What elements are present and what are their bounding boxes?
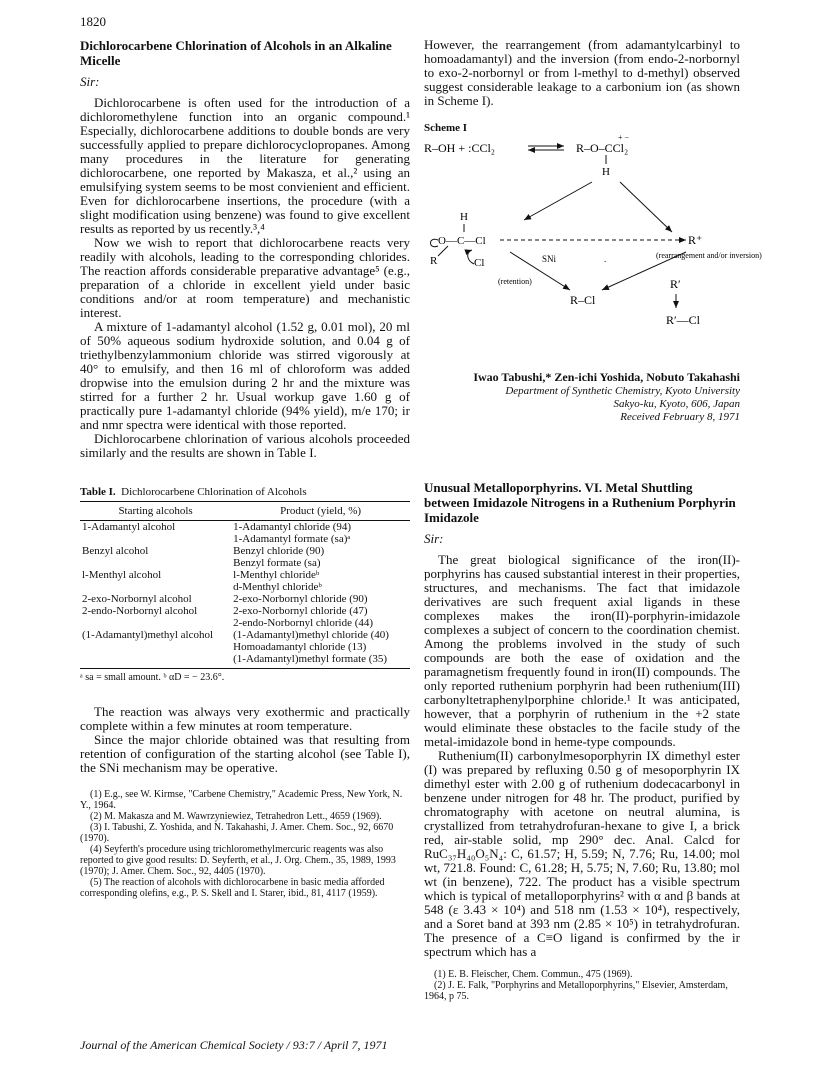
table-cell-alcohol [80,653,231,669]
table-row [80,653,410,669]
table-row [80,533,410,545]
reference: (1) E. B. Fleischer, Chem. Commun., 475 (1969). [434,969,633,980]
table-row [80,593,410,605]
scheme-rprime: R′ [670,277,681,291]
scheme-charges: + − [618,133,630,142]
table-cell-alcohol [80,557,231,569]
table-header: Product (yield, %) [231,502,410,521]
scheme-rearr: (rearrangement and/or inversion) [656,251,762,260]
table-cell-alcohol: 1-Adamantyl alcohol [82,521,176,533]
article1-paragraph: A mixture of 1-adamantyl alcohol (1.52 g, 0.01 mol), 20 ml of 50% aqueous sodium hydroxide solution, and 0.04 g of triethylbenzylammonium chloride was stirred vigorously at 40° to emulsify, and then 16 ml of chloroform was added dropwise into the emulsion during 2 hr and the mixture was stirred for a further 2 hr. Usual workup gave 1.60 g of practically pure 1-adamantyl chloride (94% yield), m/e 170; ir and nmr spectra were identical with those reported. [80,319,410,432]
scheme-retention: (retention) [498,277,532,286]
scheme-sni: SNi [542,254,557,264]
article2-paragraph: Ruthenium(II) carbonylmesoporphyrin IX dimethyl ester (I) was prepared by refluxing 0.50 g of mesoporphyrin IX dimethyl ester with 2.00 g of ruthenium dodecacarbonyl in benzene under nitrogen for 48 hr. The product, purified by chromatography with acetone on neutral alumina, is crystallized from tetrahydrofuran-hexane to give I, a brick red, air-stable solid, mp 290° dec. Anal. Calcd for RuC₃₇H₄₀O₅N₄: C, 61.57; H, 5.59; N, 7.76; Ru, 14.00; mol wt, 721.8. Found: C, 61.28; H, 5.75; N, 7.60; Ru, 13.80; mol wt (in benzene), 722. The product has a visible spectrum which is typical of metalloporphyrins² with α and β bands at 548 (ε 3.43 × 10⁴) and 518 nm (1.53 × 10⁴), respectively, and a Soret band at 393 nm (2.85 × 10⁵) in tetrahydrofuran. The presence of a C≡O ligand is confirmed by the ir spectrum which has a [424,748,740,959]
page-number: 1820 [80,14,106,29]
table-cell-alcohol: 2-endo-Norbornyl alcohol [82,605,198,617]
right-column [424,37,762,1002]
article2-paragraph: The great biological significance of the iron(II)-porphyrins has caused substantial interest in their properties, structures, and mechanisms. The fact that imidazole derivatives are such frequent axial ligands in these complexes makes the iron(II)-porphyrin-imidazole complexes a subject of concern to the coordination chemist. Among the problems involved in the study of such compounds are both the ease of oxidation and the paramagnetism frequently found in iron(II) compounds. The only reported ruthenium porphyrin had been ruthenium(III) carbonyltetraphenylporphine chloride.¹ It was anticipated, however, that a porphyrin of ruthenium in the +2 state would eliminate these obstacles to the facile study of the metal-imidazole bond in heme-type compounds. [424,552,740,749]
left-column [80,38,410,899]
table-row [80,521,410,534]
scheme-cl-label: Cl [474,257,485,269]
table-cell-product: (1-Adamantyl)methyl chloride (40) [233,629,389,641]
article1-salutation: Sir: [80,74,100,89]
scheme-intro: However, the rearrangement (from adamantylcarbinyl to homoadamantyl) and the inversion (from endo-2-norbornyl to exo-2-norbornyl or from l-methyl to d-methyl) observed suggest considerable leakage to a carbonium ion (as shown in Scheme I). [424,37,740,108]
arrow-to-ts [524,182,592,220]
table-cell-alcohol: (1-Adamantyl)methyl alcohol [82,629,214,641]
table-cell-product: (1-Adamantyl)methyl formate (35) [231,653,410,669]
article2-salutation: Sir: [424,531,444,546]
table-row [80,545,410,557]
reference: (2) M. Makasza and M. Wawrzyniewiez, Tetrahedron Lett., 4659 (1969). [90,811,382,822]
table-cell-alcohol: l-Menthyl alcohol [82,569,162,581]
table-header: Starting alcohols [80,502,231,521]
table-cell-product: 2-exo-Norbornyl chloride (90) [233,593,368,605]
table-cell-product: 1-Adamantyl chloride (94) [233,521,352,533]
table-caption-label: Table I. [80,486,116,498]
table-1 [80,486,410,683]
table-cell-alcohol: 2-exo-Norbornyl alcohol [82,593,192,605]
table-cell-product: Benzyl formate (sa) [233,557,321,569]
article1-paragraph-after: The reaction was always very exothermic and practically complete within a few minutes at room temperature. [80,704,410,733]
table-caption-text: Dichlorocarbene Chlorination of Alcohols [121,486,307,498]
scheme-1 [424,122,762,360]
table-row [80,629,410,641]
table-cell-alcohol [80,641,231,653]
table-row [80,617,410,629]
scheme-title: Scheme I [424,122,468,134]
article1-affiliation: Sakyo-ku, Kyoto, 606, Japan [613,398,740,410]
article1-references [80,789,410,899]
table-cell-product: d-Menthyl chlorideᵇ [233,581,322,593]
reference: (3) I. Tabushi, Z. Yoshida, and N. Takahashi, J. Amer. Chem. Soc., 92, 6670 (1970). [80,822,394,844]
table-cell-product: 2-endo-Norbornyl chloride (44) [233,617,374,629]
table-cell-alcohol: Benzyl alcohol [82,545,149,557]
table-cell-product: l-Menthyl chlorideᵇ [233,569,320,581]
article1-title: Dichlorocarbene Chlorination of Alcohols in an Alkaline Micelle [80,38,392,68]
article1-paragraph: Dichlorocarbene is often used for the introduction of a dichloromethylene function into an organic compound.¹ Especially, dichlorocarbene additions to double bonds are very successfully applied to prepare dichlorocyclopropanes. Among many procedures in the literature for generating dichlorocarbene, one reported by Makasza, et al.,² using an emulsifying system seems to be most convienient and efficient. Even for dichlorocarbene insertions, the procedure (with a slight modification using benzene) was found to give excellent results as reported by us recently.³,⁴ [80,95,410,236]
scheme-eq-left: R–OH + :CCl₂ [424,141,495,155]
scheme-svg [424,133,762,360]
data-table [80,501,410,669]
article1-affiliation: Department of Synthetic Chemistry, Kyoto University [505,385,740,397]
dot: . [604,254,607,264]
table-cell-alcohol [80,533,231,545]
article2 [424,480,740,1002]
article2-title: Unusual Metalloporphyrins. VI. Metal Shuttling between Imidazole Nitrogens in a Ruthenium Porphyrin Imidazole [424,480,736,525]
scheme-rcl: R–Cl [570,293,596,307]
reference: (2) J. E. Falk, "Porphyrins and Metalloporphyrins," Elsevier, Amsterdam, 1964, p 75. [424,980,728,1002]
reference: (5) The reaction of alcohols with dichlorocarbene in basic media afforded corresponding olefins, e.g., P. S. Skell and I. Starer, ibid., 81, 4117 (1959). [80,877,385,899]
article1-received: Received February 8, 1971 [620,411,740,423]
table-cell-product: 1-Adamantyl formate (sa)ᵃ [233,533,351,545]
journal-footer: Journal of the American Chemical Society / 93:7 / April 7, 1971 [80,1038,388,1052]
table-cell-alcohol [80,581,231,593]
scheme-rprimecl: R′—Cl [666,313,700,327]
arrow-to-cation [620,182,672,232]
table-row [80,641,410,653]
scheme-h-below: H [602,166,610,178]
table-cell-product: Homoadamantyl chloride (13) [233,641,367,653]
table-row [80,581,410,593]
scheme-eq-right: R–O–CCl₂ [576,141,629,155]
article2-references [424,969,740,1002]
article1-paragraph-after: Since the major chloride obtained was that resulting from retention of configuration of the starting alcohol (see Table I), the SNi mechanism may be operative. [80,732,410,775]
article1-paragraph: Dichlorocarbene chlorination of various alcohols proceeded similarly and the results are shown in Table I. [80,431,410,460]
scheme-center-group: O—C—Cl [438,235,486,247]
scheme-diagram [424,133,762,360]
bond-line [438,246,448,256]
article1-paragraph: Now we wish to report that dichlorocarbene reacts very readily with alcohols, leading to the corresponding chlorides. The reaction affords considerable preparative advantage⁵ (e.g., preparation of a chloride in excellent yield under basic conditions and/or at room temperature) and mechanistic interest. [80,235,410,320]
table-footnote: ᵃ sa = small amount. ᵇ αD = − 23.6°. [80,672,225,683]
table-cell-product: 2-exo-Norbornyl chloride (47) [233,605,368,617]
table-cell-alcohol [80,617,231,629]
table-row [80,569,410,581]
reference: (4) Seyferth's procedure using trichloromethylmercuric reagents was also reported to give good results: D. Seyferth, et al., J. Org. Chem., 35, 1989, 1993 (1970); J. Amer. Chem. Soc., 92, 4405 (1970). [80,844,396,877]
reference: (1) E.g., see W. Kirmse, "Carbene Chemistry," Academic Press, New York, N. Y., 1964. [80,789,403,811]
table-row [80,557,410,569]
scheme-h-top: H [460,211,468,223]
table-cell-product: Benzyl chloride (90) [233,545,325,557]
scheme-r-label: R [430,255,438,267]
table-row [80,605,410,617]
scheme-r-plus: R⁺ [688,233,703,247]
article1-authors: Iwao Tabushi,* Zen-ichi Yoshida, Nobuto Takahashi [473,370,740,384]
table-caption [80,486,410,498]
curved-arrow-icon [431,239,439,246]
